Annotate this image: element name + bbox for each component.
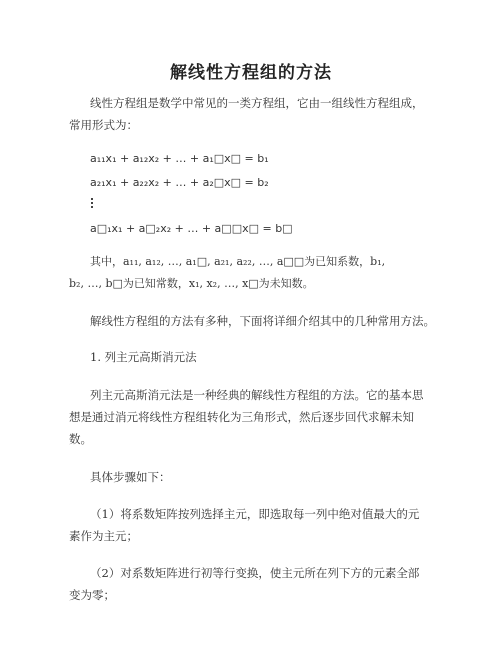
- where-line-1: 其中，a₁₁, a₁₂, …, a₁□, a₂₁, a₂₂, …, a□□为已知系数，b₁,: [90, 255, 386, 268]
- intro-line-1: 线性方程组是数学中常见的一类方程组，它由一组线性方程组成，: [90, 96, 424, 110]
- step-2-line-1: （2）对系数矩阵进行初等行变换，使主元所在列下方的元素全部: [90, 566, 420, 580]
- equation-n: a□₁x₁ + a□₂x₂ + … + a□□x□ = b□: [90, 222, 293, 235]
- section-1-paragraph-line-2: 想是通过消元将线性方程组转化为三角形式，然后逐步回代求解未知: [69, 410, 414, 424]
- methods-intro: 解线性方程组的方法有多种，下面将详细介绍其中的几种常用方法。: [90, 314, 435, 328]
- where-line-2: b₂, …, b□为已知常数，x₁, x₂, …, x□为未知数。: [69, 277, 314, 290]
- equation-1: a₁₁x₁ + a₁₂x₂ + … + a₁□x□ = b₁: [90, 152, 269, 165]
- step-1-line-1: （1）将系数矩阵按列选择主元，即选取每一列中绝对值最大的元: [90, 507, 420, 521]
- vertical-ellipsis: [91, 198, 93, 210]
- steps-intro: 具体步骤如下：: [90, 470, 171, 484]
- intro-line-2: 常用形式为：: [69, 118, 138, 132]
- page-title: 解线性方程组的方法: [170, 63, 332, 83]
- section-1-paragraph-line-3: 数。: [69, 432, 92, 446]
- section-1-heading: 1. 列主元高斯消元法: [90, 350, 197, 364]
- step-1-line-2: 素作为主元；: [69, 529, 138, 543]
- section-1-paragraph-line-1: 列主元高斯消元法是一种经典的解线性方程组的方法。它的基本思: [90, 388, 424, 402]
- equation-2: a₂₁x₁ + a₂₂x₂ + … + a₂□x□ = b₂: [90, 176, 269, 189]
- step-2-line-2: 变为零；: [69, 588, 115, 602]
